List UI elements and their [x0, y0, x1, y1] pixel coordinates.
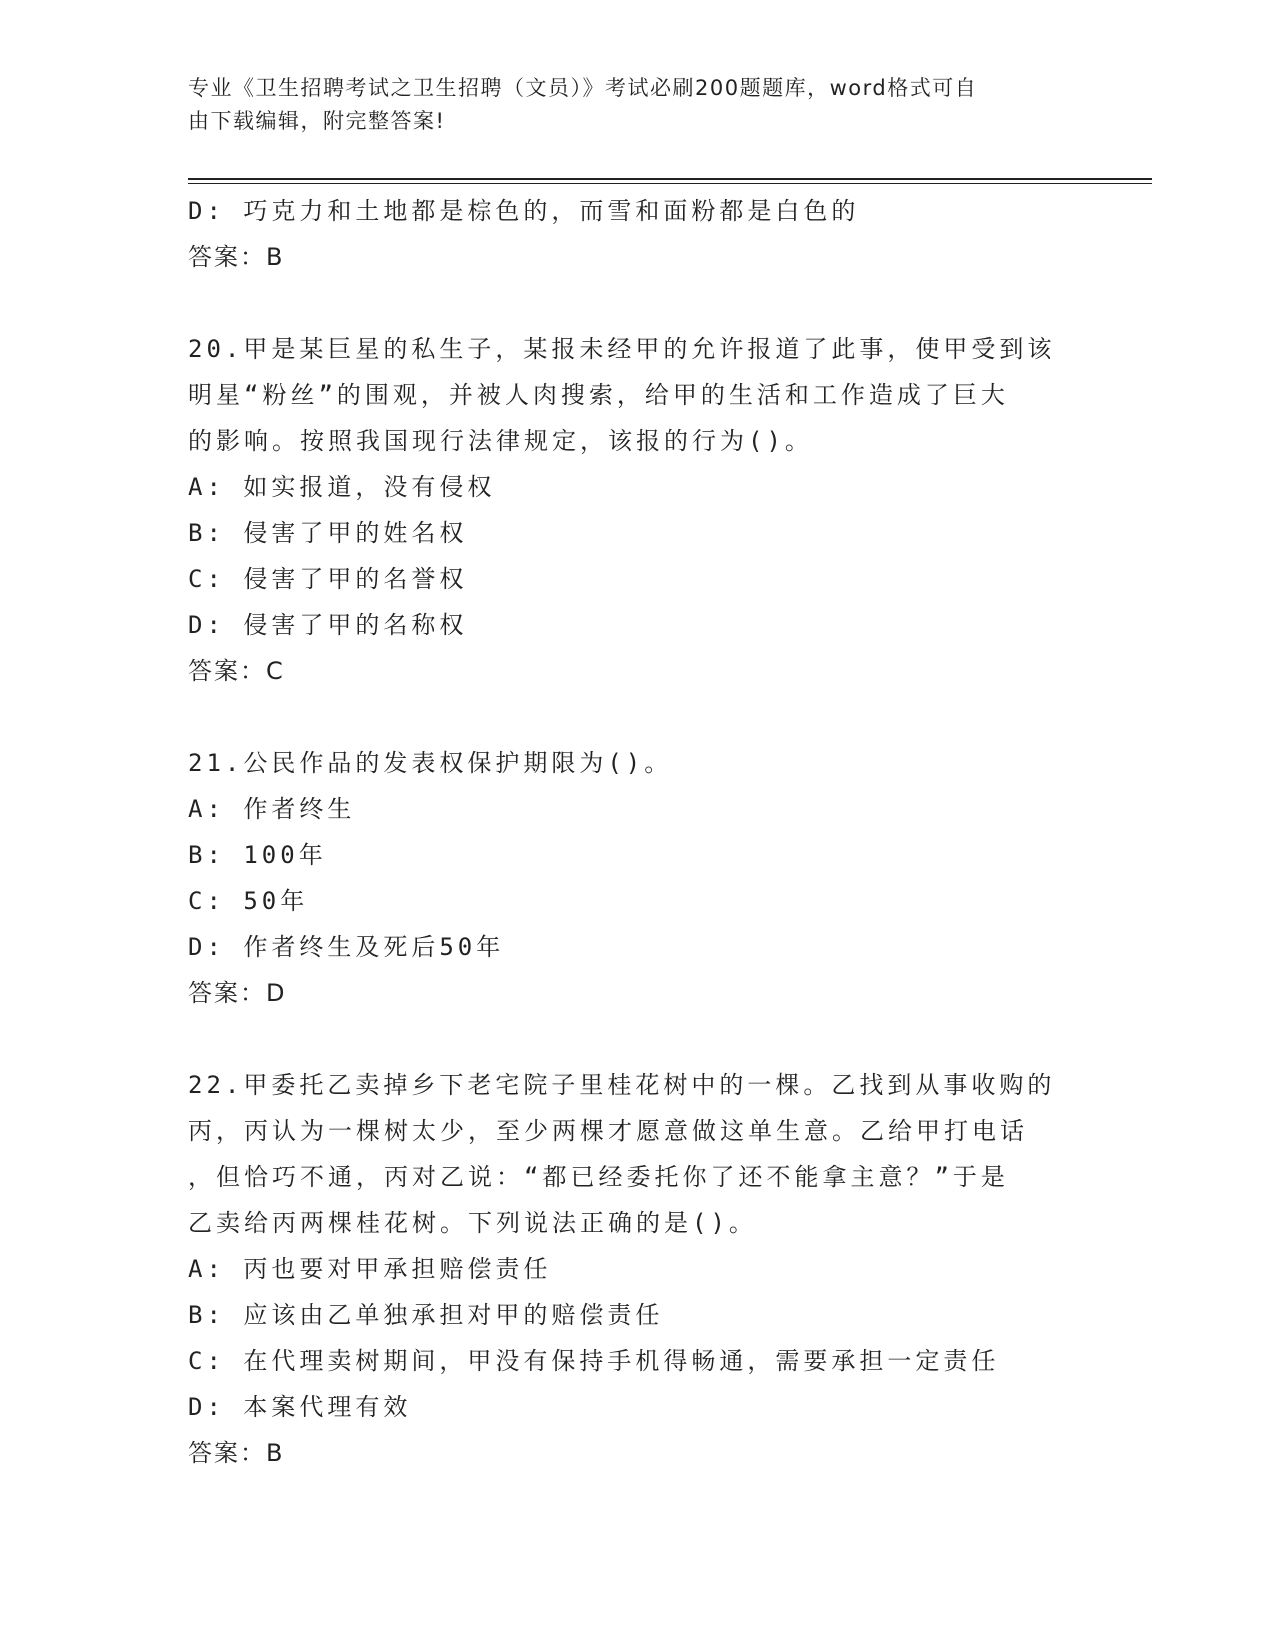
q20-option-b: B: 侵害了甲的姓名权: [188, 519, 468, 547]
document-header: [188, 72, 1068, 138]
q22-stem-line-3: ，但恰巧不通，丙对乙说：“都已经委托你了还不能拿主意？”于是: [188, 1163, 1009, 1191]
q20-stem-line-3: 的影响。按照我国现行法律规定，该报的行为()。: [188, 427, 813, 455]
q20-answer: 答案：C: [188, 657, 285, 685]
header-line-1: 专业《卫生招聘考试之卫生招聘（文员）》考试必刷200题题库，word格式可自: [188, 76, 978, 100]
q20-option-d: D: 侵害了甲的名称权: [188, 611, 468, 639]
question-21: [188, 740, 1128, 1016]
q22-option-a: A: 丙也要对甲承担赔偿责任: [188, 1255, 552, 1283]
q21-option-a: A: 作者终生: [188, 795, 356, 823]
spacer: [188, 280, 1128, 326]
q22-option-b: B: 应该由乙单独承担对甲的赔偿责任: [188, 1301, 664, 1329]
q20-option-a: A: 如实报道，没有侵权: [188, 473, 496, 501]
q22-stem-line-1: 22.甲委托乙卖掉乡下老宅院子里桂花树中的一棵。乙找到从事收购的: [188, 1071, 1056, 1099]
spacer: [188, 1016, 1128, 1062]
q22-answer: 答案：B: [188, 1439, 285, 1467]
question-22: [188, 1062, 1128, 1476]
header-line-2: 由下载编辑，附完整答案!: [188, 109, 446, 133]
q22-option-c: C: 在代理卖树期间，甲没有保持手机得畅通，需要承担一定责任: [188, 1347, 1000, 1375]
q20-stem-line-1: 20.甲是某巨星的私生子，某报未经甲的允许报道了此事，使甲受到该: [188, 335, 1056, 363]
prev-answer: 答案：B: [188, 243, 285, 271]
q20-stem-line-2: 明星“粉丝”的围观，并被人肉搜索，给甲的生活和工作造成了巨大: [188, 381, 1009, 409]
q21-answer: 答案：D: [188, 979, 287, 1007]
question-20: [188, 326, 1128, 694]
header-rule-thin: [188, 183, 1152, 184]
q21-stem-line-1: 21.公民作品的发表权保护期限为()。: [188, 749, 673, 777]
question-list: [188, 188, 1128, 1476]
spacer: [188, 694, 1128, 740]
q22-stem-line-4: 乙卖给丙两棵桂花树。下列说法正确的是()。: [188, 1209, 757, 1237]
q20-option-c: C: 侵害了甲的名誉权: [188, 565, 468, 593]
header-rule-thick: [188, 178, 1152, 180]
q22-stem-line-2: 丙，丙认为一棵树太少，至少两棵才愿意做这单生意。乙给甲打电话: [188, 1117, 1028, 1145]
q21-option-b: B: 100年: [188, 841, 327, 869]
q21-option-c: C: 50年: [188, 887, 309, 915]
prev-option-d: D: 巧克力和土地都是棕色的，而雪和面粉都是白色的: [188, 197, 860, 225]
q21-option-d: D: 作者终生及死后50年: [188, 933, 505, 961]
q22-option-d: D: 本案代理有效: [188, 1393, 412, 1421]
